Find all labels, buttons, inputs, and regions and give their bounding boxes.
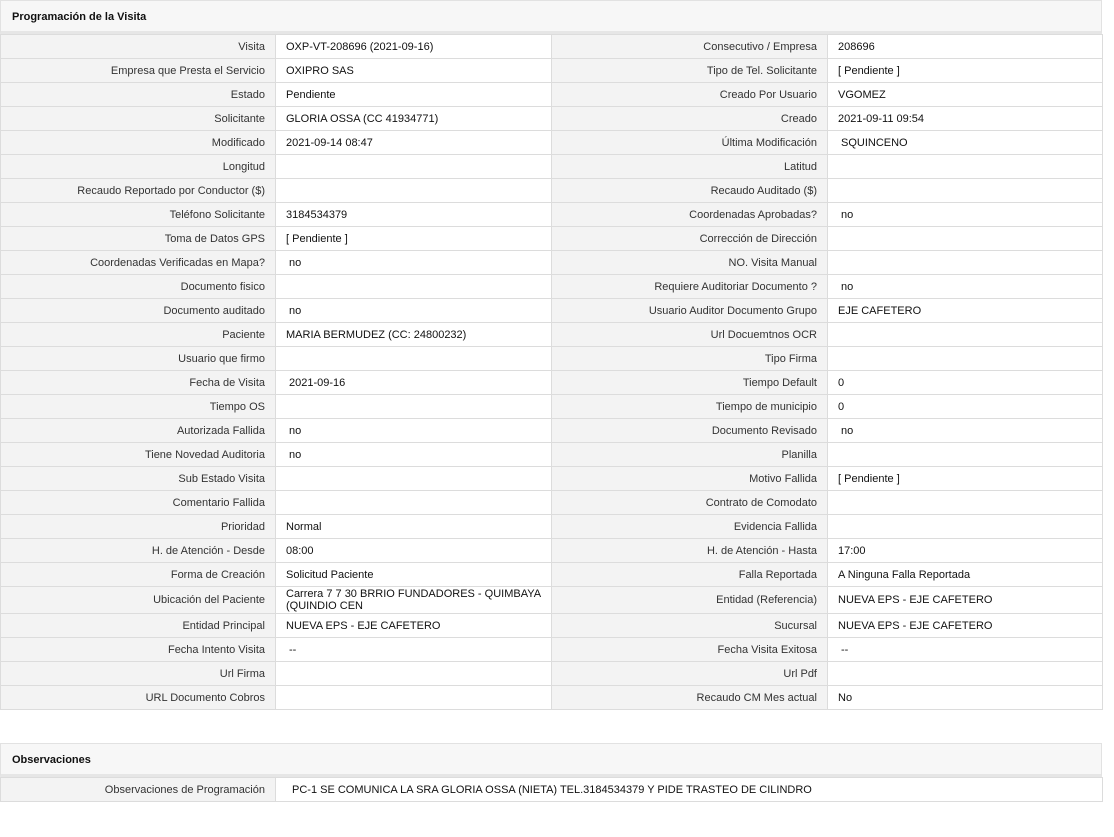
section-title: Observaciones <box>12 754 91 766</box>
field-value: SQUINCENO <box>828 131 1103 155</box>
field-value: no <box>276 299 552 323</box>
field-label: Url Docuemtnos OCR <box>552 323 828 347</box>
table-row <box>1 347 1103 371</box>
field-value: No <box>828 686 1103 710</box>
field-value: 0 <box>828 395 1103 419</box>
field-label: Creado <box>552 107 828 131</box>
field-value <box>828 179 1103 203</box>
field-value: NUEVA EPS - EJE CAFETERO <box>828 587 1103 614</box>
table-row <box>1 323 1103 347</box>
section-header-programacion <box>0 0 1102 34</box>
table-row <box>1 155 1103 179</box>
field-value: 17:00 <box>828 539 1103 563</box>
table-row <box>1 299 1103 323</box>
field-label: Creado Por Usuario <box>552 83 828 107</box>
field-label: Modificado <box>1 131 276 155</box>
field-label: Estado <box>1 83 276 107</box>
table-row <box>1 587 1103 614</box>
field-value <box>276 491 552 515</box>
field-value: 0 <box>828 371 1103 395</box>
field-value: [ Pendiente ] <box>828 467 1103 491</box>
field-value: OXIPRO SAS <box>276 59 552 83</box>
table-row <box>1 131 1103 155</box>
table-row <box>1 778 1103 802</box>
field-label: Url Firma <box>1 662 276 686</box>
field-label: Coordenadas Aprobadas? <box>552 203 828 227</box>
field-value <box>276 686 552 710</box>
field-value <box>276 395 552 419</box>
field-value <box>276 275 552 299</box>
field-value: no <box>828 203 1103 227</box>
field-value <box>828 227 1103 251</box>
field-label: Longitud <box>1 155 276 179</box>
field-label: Motivo Fallida <box>552 467 828 491</box>
field-label: Prioridad <box>1 515 276 539</box>
field-label: Tiene Novedad Auditoria <box>1 443 276 467</box>
field-label: Última Modificación <box>552 131 828 155</box>
section-spacer <box>0 710 1114 743</box>
field-label: Tiempo de municipio <box>552 395 828 419</box>
field-label: Fecha Intento Visita <box>1 638 276 662</box>
field-label: Fecha de Visita <box>1 371 276 395</box>
field-label: Sucursal <box>552 614 828 638</box>
field-value: NUEVA EPS - EJE CAFETERO <box>276 614 552 638</box>
field-value <box>828 515 1103 539</box>
field-value: OXP-VT-208696 (2021-09-16) <box>276 35 552 59</box>
field-value: no <box>828 275 1103 299</box>
field-value <box>276 179 552 203</box>
field-label: Empresa que Presta el Servicio <box>1 59 276 83</box>
field-value <box>276 662 552 686</box>
table-row <box>1 251 1103 275</box>
field-value <box>828 155 1103 179</box>
field-value <box>828 491 1103 515</box>
table-row <box>1 395 1103 419</box>
field-label: Requiere Auditoriar Documento ? <box>552 275 828 299</box>
table-row <box>1 227 1103 251</box>
field-label: Tiempo Default <box>552 371 828 395</box>
field-label: Solicitante <box>1 107 276 131</box>
field-value: MARIA BERMUDEZ (CC: 24800232) <box>276 323 552 347</box>
field-label: Entidad Principal <box>1 614 276 638</box>
field-value: GLORIA OSSA (CC 41934771) <box>276 107 552 131</box>
field-value <box>828 323 1103 347</box>
table-row <box>1 515 1103 539</box>
field-value <box>276 347 552 371</box>
field-label: Entidad (Referencia) <box>552 587 828 614</box>
field-label: Recaudo Reportado por Conductor ($) <box>1 179 276 203</box>
field-value: 08:00 <box>276 539 552 563</box>
field-label: Contrato de Comodato <box>552 491 828 515</box>
field-value <box>828 662 1103 686</box>
section-title: Programación de la Visita <box>12 11 147 23</box>
field-label: Toma de Datos GPS <box>1 227 276 251</box>
visit-details-table <box>0 34 1103 710</box>
field-value: 2021-09-11 09:54 <box>828 107 1103 131</box>
field-label: Tiempo OS <box>1 395 276 419</box>
field-label: Usuario que firmo <box>1 347 276 371</box>
table-row <box>1 179 1103 203</box>
field-value: Pendiente <box>276 83 552 107</box>
field-label: Coordenadas Verificadas en Mapa? <box>1 251 276 275</box>
field-label: Sub Estado Visita <box>1 467 276 491</box>
field-value: [ Pendiente ] <box>276 227 552 251</box>
field-label: Url Pdf <box>552 662 828 686</box>
field-value <box>828 251 1103 275</box>
field-label: Recaudo CM Mes actual <box>552 686 828 710</box>
field-value: 208696 <box>828 35 1103 59</box>
field-label: NO. Visita Manual <box>552 251 828 275</box>
field-value <box>828 443 1103 467</box>
field-label: Documento auditado <box>1 299 276 323</box>
table-row <box>1 35 1103 59</box>
field-value: no <box>276 419 552 443</box>
field-value: 2021-09-14 08:47 <box>276 131 552 155</box>
field-label: Documento fisico <box>1 275 276 299</box>
table-row <box>1 614 1103 638</box>
field-value: no <box>276 443 552 467</box>
table-row <box>1 107 1103 131</box>
field-label: Usuario Auditor Documento Grupo <box>552 299 828 323</box>
field-value <box>276 155 552 179</box>
field-label: Planilla <box>552 443 828 467</box>
table-row <box>1 419 1103 443</box>
field-label: Corrección de Dirección <box>552 227 828 251</box>
observaciones-label: Observaciones de Programación <box>1 778 276 802</box>
field-value: [ Pendiente ] <box>828 59 1103 83</box>
table-row <box>1 563 1103 587</box>
field-value: VGOMEZ <box>828 83 1103 107</box>
table-row <box>1 371 1103 395</box>
field-label: Forma de Creación <box>1 563 276 587</box>
field-value: EJE CAFETERO <box>828 299 1103 323</box>
field-label: Recaudo Auditado ($) <box>552 179 828 203</box>
field-label: Teléfono Solicitante <box>1 203 276 227</box>
table-row <box>1 83 1103 107</box>
field-label: Ubicación del Paciente <box>1 587 276 614</box>
field-value: Solicitud Paciente <box>276 563 552 587</box>
field-value: NUEVA EPS - EJE CAFETERO <box>828 614 1103 638</box>
field-label: H. de Atención - Desde <box>1 539 276 563</box>
field-label: Falla Reportada <box>552 563 828 587</box>
field-value <box>276 467 552 491</box>
table-row <box>1 539 1103 563</box>
field-value: 3184534379 <box>276 203 552 227</box>
table-row <box>1 275 1103 299</box>
field-value: Carrera 7 7 30 BRRIO FUNDADORES - QUIMBAYA (QUINDIO CEN <box>276 587 552 614</box>
field-value: -- <box>276 638 552 662</box>
field-label: Tipo de Tel. Solicitante <box>552 59 828 83</box>
field-label: Latitud <box>552 155 828 179</box>
observaciones-table <box>0 777 1103 802</box>
field-label: H. de Atención - Hasta <box>552 539 828 563</box>
table-row <box>1 686 1103 710</box>
field-label: Autorizada Fallida <box>1 419 276 443</box>
table-row <box>1 59 1103 83</box>
field-label: Paciente <box>1 323 276 347</box>
field-label: Tipo Firma <box>552 347 828 371</box>
field-value: Normal <box>276 515 552 539</box>
field-label: Consecutivo / Empresa <box>552 35 828 59</box>
field-value <box>828 347 1103 371</box>
field-label: Evidencia Fallida <box>552 515 828 539</box>
field-value: A Ninguna Falla Reportada <box>828 563 1103 587</box>
table-row <box>1 662 1103 686</box>
field-value: 2021-09-16 <box>276 371 552 395</box>
field-label: URL Documento Cobros <box>1 686 276 710</box>
table-row <box>1 491 1103 515</box>
section-header-observaciones <box>0 743 1102 777</box>
field-label: Documento Revisado <box>552 419 828 443</box>
table-row <box>1 203 1103 227</box>
table-row <box>1 467 1103 491</box>
table-row <box>1 443 1103 467</box>
field-value: no <box>828 419 1103 443</box>
field-label: Comentario Fallida <box>1 491 276 515</box>
field-label: Fecha Visita Exitosa <box>552 638 828 662</box>
observaciones-value: PC-1 SE COMUNICA LA SRA GLORIA OSSA (NIETA) TEL.3184534379 Y PIDE TRASTEO DE CILINDRO <box>276 778 1103 802</box>
table-row <box>1 638 1103 662</box>
field-label: Visita <box>1 35 276 59</box>
field-value: -- <box>828 638 1103 662</box>
field-value: no <box>276 251 552 275</box>
